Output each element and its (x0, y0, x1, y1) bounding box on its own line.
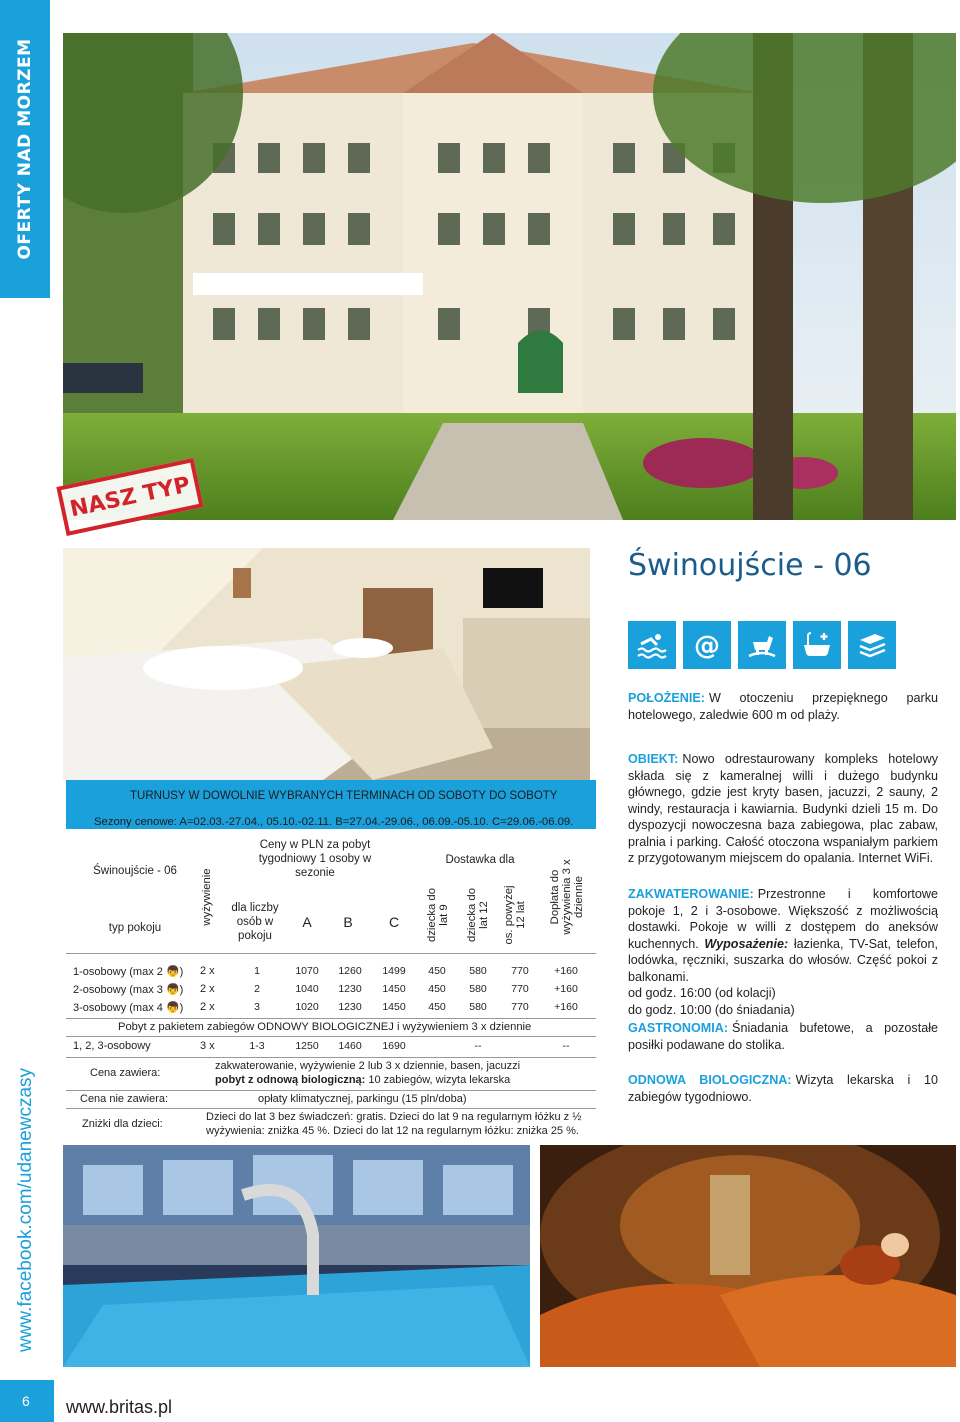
indoor-pool-photo (63, 1145, 530, 1367)
table-divider (66, 1057, 596, 1058)
meal-surcharge: -- (562, 1040, 570, 1052)
col-child-12: dziecka do lat 12 (466, 888, 490, 943)
col-room-type: typ pokoju (108, 922, 162, 934)
price-child-12: 580 (469, 965, 487, 977)
wifi-at-icon (683, 621, 731, 669)
towels-icon (848, 621, 896, 669)
hotel-building-photo (63, 33, 956, 520)
price-adult: 770 (511, 1001, 529, 1013)
col-persons: dla liczby osób w pokoju (231, 902, 279, 942)
col-child-9: dziecka do lat 9 (426, 888, 450, 943)
price-a: 1070 (295, 965, 319, 977)
col-meals: wyżywienie (201, 868, 213, 926)
location-text: W otoczeniu przepięknego parku hotelowego, zaledwie 600 m od plaży. (628, 691, 938, 722)
package-title: Pobyt z pakietem zabiegów ODNOWY BIOLOGICZNEJ i wyżywieniem 3 x dziennie (118, 1021, 532, 1033)
price-c: 1450 (382, 983, 406, 995)
price-child-12: 580 (469, 983, 487, 995)
col-extra-bed: Dostawka dla (445, 854, 515, 866)
persons: 1-3 (249, 1040, 265, 1052)
gastronomy-paragraph (628, 1020, 938, 1053)
price-includes-extra: 10 zabiegów, wizyta lekarska (368, 1074, 511, 1086)
page-number: 6 (22, 1393, 30, 1409)
price-child-12: 580 (469, 1001, 487, 1013)
table-divider (66, 1090, 596, 1091)
object-text: Nowo odrestaurowany kompleks hotelowy składa się z kameralnej willi i dużego budynku głównego, gdzie jest kryty basen, jacuzzi, 2 sauny, 2 windy, restauracja i kawiarnia. Budynki dzieli 15 m. Do dyspozycji nowoczesna baza zabiegowa, plac zabaw, pralnia i parking. Całość otoczona wspaniałym parkiem z przygotowanym miejscem do opalania. Internet WiFi. (628, 752, 938, 865)
salt-cave-photo (540, 1145, 956, 1367)
col-hotel-name: Świnoujście - 06 (93, 865, 177, 877)
price-includes-bold: pobyt z odnową biologiczną: (215, 1074, 366, 1086)
price-c: 1450 (382, 1001, 406, 1013)
price-adult: 770 (511, 983, 529, 995)
table-header: TURNUSY W DOWOLNIE WYBRANYCH TERMINACH OD SOBOTY DO SOBOTY (130, 790, 558, 802)
room-type: 1, 2, 3-osobowy (73, 1040, 151, 1052)
pool-icon (628, 621, 676, 669)
playground-rocking-horse-icon (738, 621, 786, 669)
table-divider (66, 1018, 596, 1019)
footer-website-link[interactable]: www.britas.pl (66, 1397, 173, 1417)
price-includes-label: Cena zawiera: (90, 1067, 161, 1079)
checkout-time: do godz. 10:00 (do śniadania) (628, 1002, 795, 1017)
room-type: 2-osobowy (max 3 (73, 984, 163, 996)
location-paragraph (628, 690, 938, 723)
persons: 2 (254, 983, 260, 995)
amenity-icons (628, 621, 896, 669)
checkin-time: od godz. 16:00 (od kolacji) (628, 986, 776, 1000)
price-b: 1460 (338, 1040, 362, 1052)
table-divider (66, 1036, 596, 1037)
col-prices: Ceny w PLN za pobyt tygodniowy 1 osoby w sezonie (258, 839, 372, 879)
price-excludes-text: opłaty klimatycznej, parkingu (15 pln/doba) (258, 1093, 467, 1105)
col-adult: os. powyżej 12 lat (503, 885, 527, 945)
table-divider (66, 1108, 596, 1109)
col-meal-surcharge: Dopłata do wyżywienia 3 x dziennie (549, 859, 585, 935)
child-discounts-label: Zniżki dla dzieci: (82, 1118, 163, 1130)
price-a: 1020 (295, 1001, 319, 1013)
equipment-label: Wyposażenie: (704, 936, 789, 951)
persons: 3 (254, 1001, 260, 1013)
meals: 2 x (200, 1001, 215, 1013)
accommodation-paragraph (628, 886, 938, 1018)
price-child-9: 450 (428, 983, 446, 995)
price-extra: -- (474, 1040, 482, 1052)
accommodation-label: ZAKWATEROWANIE: (628, 887, 754, 901)
page-title: Świnoujście - 06 (628, 548, 872, 583)
price-c: 1690 (382, 1040, 406, 1052)
child-discounts-text-2: wyżywienia: zniżka 45 %. Dzieci do lat 12 na regularnym łóżku: zniżka 25 %. (206, 1125, 579, 1137)
price-b: 1260 (338, 965, 362, 977)
price-includes-line2 (215, 1074, 510, 1086)
accommodation-text: Przestronne i komfortowe pokoje 1, 2 i 3-osobowe. Większość z możliwością dostawki. Pokoje w willi z dostępem do aneksów kuchennych. (628, 887, 938, 951)
meal-surcharge: +160 (554, 983, 578, 995)
price-a: 1040 (295, 983, 319, 995)
gastronomy-text: Śniadania bufetowe, a pozostałe posiłki podawane do stolika. (628, 1021, 938, 1052)
side-tab-label: OFERTY NAD MORZEM (15, 38, 35, 260)
stamp-label: NASZ TYP (67, 472, 193, 522)
table-seasons: Sezony cenowe: A=02.03.-27.04., 05.10.-02.11. B=27.04.-29.06., 06.09.-05.10. C=29.06.-06.09. (94, 816, 574, 828)
col-season-c: C (388, 914, 400, 930)
wellness-text: Wizyta lekarska i 10 zabiegów tygodniowo. (628, 1073, 938, 1104)
hotel-room-photo (63, 548, 590, 780)
equipment-text: łazienka, TV-Sat, telefon, lodówka, ręczniki, suszarka do włosów. Część pokoi z balkonami. (628, 936, 938, 984)
price-excludes-label: Cena nie zawiera: (80, 1093, 169, 1105)
facebook-link[interactable]: www.facebook.com/udanewczasy (15, 1067, 36, 1353)
col-season-a: A (302, 914, 312, 930)
bathtub-icon (793, 621, 841, 669)
meal-surcharge: +160 (554, 965, 578, 977)
room-type: 1-osobowy (max 2 (73, 966, 163, 978)
person-icon: 👦 (165, 966, 180, 978)
location-label: POŁOŻENIE: (628, 691, 705, 705)
object-label: OBIEKT: (628, 752, 679, 766)
price-adult: 770 (511, 965, 529, 977)
price-child-9: 450 (428, 1001, 446, 1013)
price-includes-text: zakwaterowanie, wyżywienie 2 lub 3 x dziennie, basen, jacuzzi (215, 1060, 521, 1072)
price-b: 1230 (338, 983, 362, 995)
wellness-paragraph (628, 1072, 938, 1105)
object-paragraph (628, 751, 938, 867)
meals: 2 x (200, 983, 215, 995)
meals: 2 x (200, 965, 215, 977)
price-c: 1499 (382, 965, 406, 977)
meal-surcharge: +160 (554, 1001, 578, 1013)
price-b: 1230 (338, 1001, 362, 1013)
room-type: 3-osobowy (max 4 (73, 1002, 163, 1014)
gastronomy-label: GASTRONOMIA: (628, 1021, 729, 1035)
child-discounts-text: Dzieci do lat 3 bez świadczeń: gratis. Dzieci do lat 9 na regularnym łóżku z ½ (206, 1111, 582, 1123)
price-a: 1250 (295, 1040, 319, 1052)
svg-text:@: @ (694, 631, 720, 661)
wellness-label: ODNOWA BIOLOGICZNA: (628, 1073, 792, 1087)
price-child-9: 450 (428, 965, 446, 977)
col-season-b: B (343, 914, 353, 930)
persons: 1 (254, 965, 260, 977)
person-icon: 👦 (165, 984, 180, 996)
meals: 3 x (200, 1040, 215, 1052)
person-icon: 👦 (165, 1002, 180, 1014)
table-divider (66, 953, 596, 954)
